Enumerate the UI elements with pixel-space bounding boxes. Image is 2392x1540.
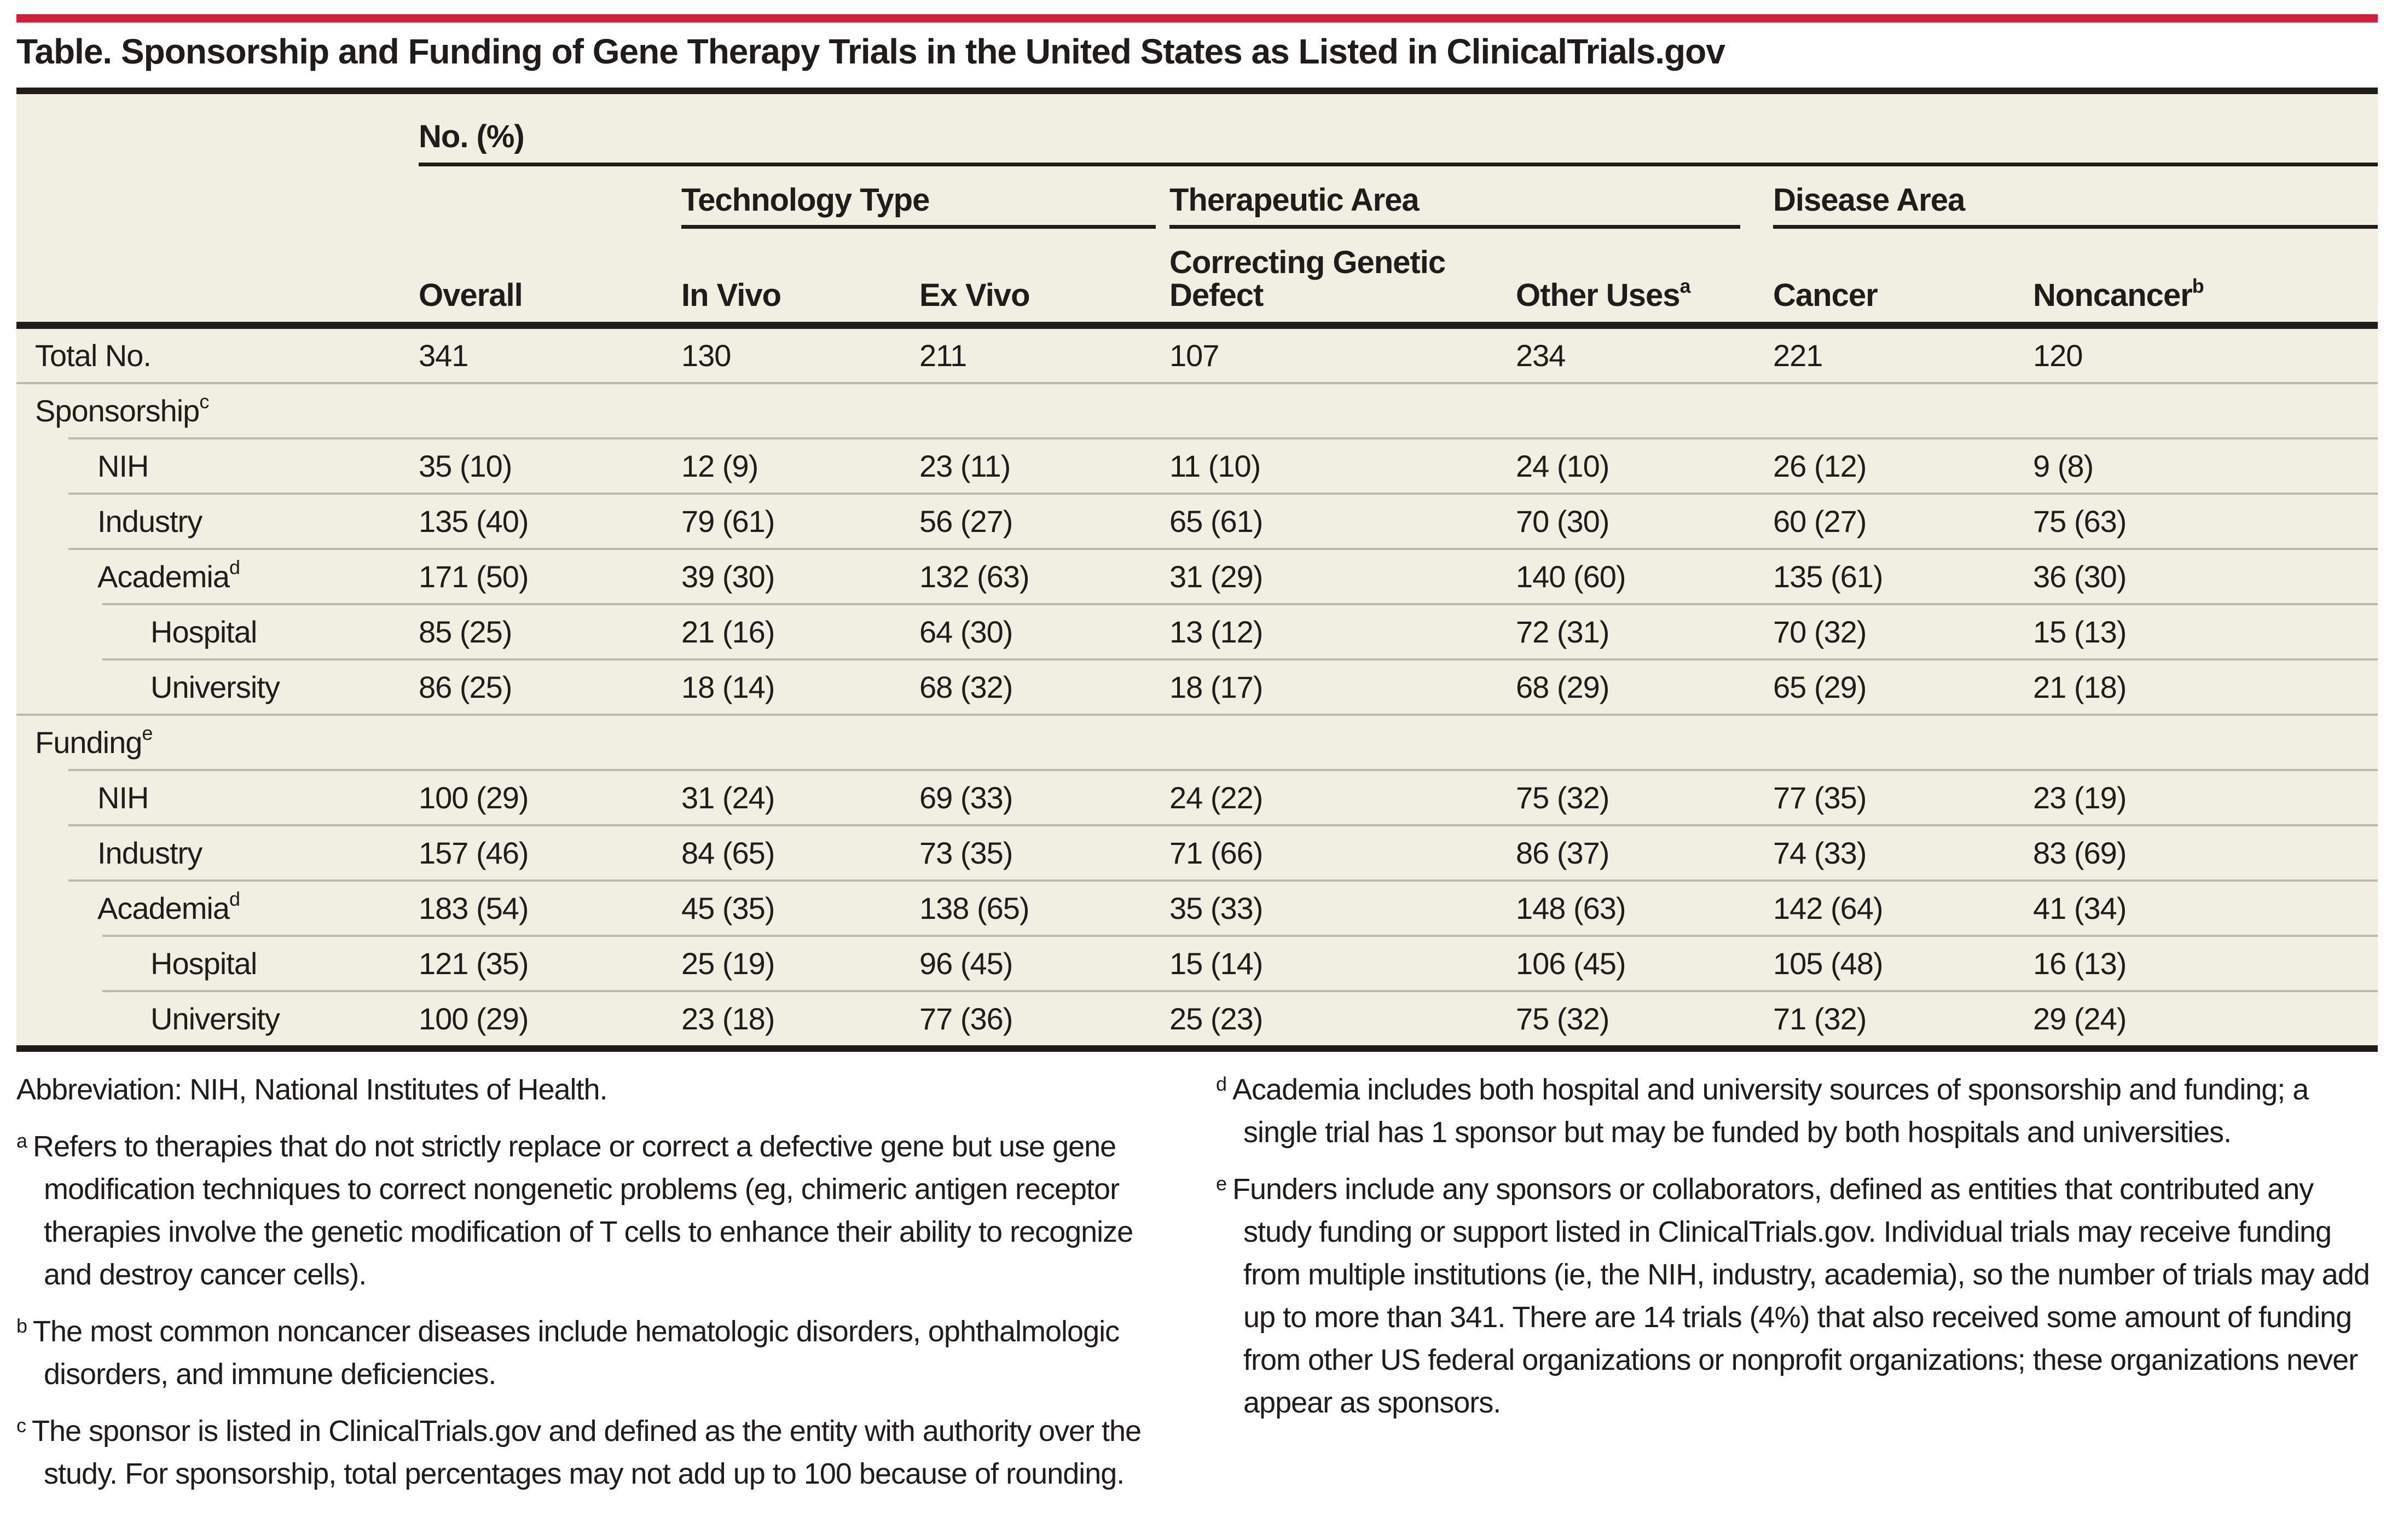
row-label-text: Sponsorship [35, 393, 200, 428]
table-cell: 77 (35) [1773, 780, 1867, 815]
footnotes-left-column [16, 1068, 1149, 1509]
table-cell: 183 (54) [419, 891, 529, 925]
table-cell: 35 (10) [419, 449, 512, 483]
table-cell: 171 (50) [419, 559, 529, 594]
table-cell: 16 (13) [2033, 946, 2127, 981]
table-cell: 45 (35) [681, 891, 775, 925]
row-label-text: Total No. [35, 338, 151, 373]
column-header-in-vivo [681, 279, 919, 312]
table-cell: 12 (9) [681, 449, 758, 483]
table-cell: 140 (60) [1516, 559, 1626, 594]
table-cell: 15 (13) [2033, 615, 2127, 649]
table-cell: 120 [2033, 338, 2083, 373]
data-table [16, 88, 2378, 1052]
row-label [16, 835, 419, 871]
footnote-marker: a [1679, 275, 1691, 297]
table-cell: 132 (63) [919, 559, 1029, 594]
table-cell: 138 (65) [919, 891, 1029, 925]
row-label-text: University [150, 1001, 280, 1036]
table-row-funding-nih [16, 771, 2378, 824]
abbreviation-note: Abbreviation: NIH, National Institutes of Health. [16, 1073, 607, 1106]
row-label-text: Industry [97, 504, 202, 539]
table-cell: 86 (25) [419, 670, 512, 704]
table-row-funding-academia [16, 882, 2378, 935]
footnote-marker: c [199, 390, 210, 413]
table-cell: 130 [681, 338, 731, 373]
table-cell: 96 (45) [919, 946, 1013, 981]
table-row-funding-industry [16, 826, 2378, 879]
footnote-marker: d [229, 556, 241, 578]
table-cell: 69 (33) [919, 780, 1013, 815]
footnotes-right-column [1216, 1068, 2378, 1438]
table-cell: 84 (65) [681, 836, 775, 870]
table-cell: 211 [919, 338, 967, 373]
column-header-label: Noncancer [2033, 277, 2192, 313]
footnote-e [1216, 1168, 2378, 1424]
group-header-therapeutic-area: Therapeutic Area [1169, 166, 1740, 229]
table-row-sponsorship-academia [16, 550, 2378, 603]
row-label [16, 614, 419, 650]
table-cell: 24 (22) [1169, 780, 1263, 815]
table-cell: 26 (12) [1773, 449, 1867, 483]
row-label-text: University [150, 670, 280, 704]
table-cell: 341 [419, 338, 468, 373]
table-cell: 64 (30) [919, 615, 1013, 649]
table-cell: 25 (23) [1169, 1001, 1263, 1036]
header-spacer [16, 94, 419, 166]
row-label [16, 946, 419, 981]
table-cell: 142 (64) [1773, 891, 1883, 925]
footnote-marker: a [16, 1130, 28, 1152]
table-cell: 135 (40) [419, 504, 529, 539]
section-label [16, 390, 419, 429]
table-cell: 83 (69) [2033, 836, 2127, 870]
row-label-text: Hospital [150, 615, 257, 649]
table-cell: 135 (61) [1773, 559, 1883, 594]
table-cell: 77 (36) [919, 1001, 1013, 1036]
header-spacer [419, 166, 681, 229]
table-cell: 157 (46) [419, 836, 529, 870]
row-label [16, 780, 419, 815]
table-cell: 221 [1773, 338, 1823, 373]
table-cell: 56 (27) [919, 504, 1013, 539]
table-cell: 23 (11) [919, 449, 1011, 483]
table-cell: 9 (8) [2033, 449, 2094, 483]
table-row-sponsorship-hospital [16, 605, 2378, 658]
header-column-row [16, 229, 2378, 322]
table-row-sponsorship-nih [16, 439, 2378, 493]
section-label [16, 722, 419, 760]
column-header-cancer [1773, 279, 2033, 312]
table-cell: 121 (35) [419, 946, 529, 981]
table-header [16, 94, 2378, 329]
section-row-funding [16, 716, 2378, 769]
row-label-text: Academia [97, 891, 230, 925]
footnote-text: The most common noncancer diseases include hematologic disorders, ophthalmologic disorders, and immune deficiencies. [33, 1315, 1120, 1391]
column-header-ex-vivo [919, 279, 1169, 312]
row-label-text: NIH [97, 449, 149, 483]
table-cell: 65 (61) [1169, 504, 1263, 539]
header-group-row [16, 166, 2378, 229]
table-cell: 71 (66) [1169, 836, 1263, 870]
table-row-funding-university [16, 992, 2378, 1045]
column-header-label: In Vivo [681, 277, 781, 313]
column-header-other-uses [1516, 275, 1773, 313]
column-header-label: Overall [419, 277, 523, 313]
table-row-sponsorship-university [16, 661, 2378, 714]
footnote-d [1216, 1068, 2378, 1154]
table-cell: 234 [1516, 338, 1566, 373]
table-cell: 25 (19) [681, 946, 775, 981]
table-cell: 65 (29) [1773, 670, 1867, 704]
table-cell: 74 (33) [1773, 836, 1867, 870]
journal-red-rule [16, 14, 2378, 22]
table-title: Table. Sponsorship and Funding of Gene Therapy Trials in the United States as Listed in ClinicalTrials.gov [16, 32, 1725, 71]
footnote-a [16, 1125, 1149, 1296]
row-label [16, 448, 419, 484]
footnote-marker: d [1216, 1073, 1227, 1095]
table-cell: 100 (29) [419, 1001, 529, 1036]
row-label [16, 890, 419, 926]
row-label [16, 556, 419, 594]
footnote-marker: e [1216, 1172, 1227, 1195]
table-cell: 86 (37) [1516, 836, 1609, 870]
table-cell: 11 (10) [1169, 449, 1261, 483]
table-cell: 75 (32) [1516, 780, 1609, 815]
table-cell: 21 (16) [681, 615, 775, 649]
table-cell: 70 (32) [1773, 615, 1867, 649]
column-header-label: Ex Vivo [919, 277, 1030, 313]
table-cell: 15 (14) [1169, 946, 1263, 981]
table-cell: 85 (25) [419, 615, 512, 649]
column-header-label: Correcting Genetic Defect [1169, 245, 1446, 313]
column-header-correcting-genetic-defect [1169, 246, 1516, 312]
unit-header: No. (%) [419, 94, 2378, 166]
table-cell: 41 (34) [2033, 891, 2127, 925]
row-label [16, 503, 419, 539]
header-spacer [16, 166, 419, 229]
row-label [16, 1001, 419, 1037]
footnote-marker: c [16, 1414, 26, 1437]
table-cell: 79 (61) [681, 504, 775, 539]
table-row-sponsorship-industry [16, 495, 2378, 548]
table-row-total [16, 329, 2378, 382]
table-cell: 100 (29) [419, 780, 529, 815]
group-header-disease-area: Disease Area [1773, 166, 2378, 229]
row-label-text: Funding [35, 725, 142, 760]
footnote-marker: b [16, 1315, 28, 1337]
column-header-overall [419, 279, 681, 312]
column-header-label: Cancer [1773, 277, 1878, 313]
column-header-label: Other Uses [1516, 277, 1680, 313]
footnote-text: Refers to therapies that do not strictly replace or correct a defective gene but use gene modification techniques to correct nongenetic problems (eg, chimeric antigen receptor therapies involve the genetic modification of T cells to enhance their ability to recognize and destroy cancer cells). [33, 1130, 1133, 1291]
footnote-text: Academia includes both hospital and university sources of sponsorship and funding; a single trial has 1 sponsor but may be funded by both hospitals and universities. [1232, 1073, 2309, 1149]
table-cell: 35 (33) [1169, 891, 1263, 925]
row-label [16, 669, 419, 705]
table-cell: 107 [1169, 338, 1219, 373]
table-cell: 31 (24) [681, 780, 775, 815]
table-cell: 36 (30) [2033, 559, 2127, 594]
footnote-marker: e [142, 722, 153, 744]
group-header-technology-type: Technology Type [681, 166, 1156, 229]
footnote-text: Funders include any sponsors or collaborators, defined as entities that contributed any study funding or support listed in ClinicalTrials.gov. Individual trials may receive funding from multiple institutions (ie, the NIH, industry, academia), so the number of trials may add up to more than 341. There are 14 trials (4%) that also received some amount of funding from other US federal organizations or nonprofit organizations; these organizations never appear as sponsors. [1232, 1173, 2370, 1419]
table-cell: 21 (18) [2033, 670, 2127, 704]
table-cell: 24 (10) [1516, 449, 1609, 483]
table-cell: 29 (24) [2033, 1001, 2127, 1036]
table-cell: 18 (14) [681, 670, 775, 704]
table-row-funding-hospital [16, 937, 2378, 990]
footnote-marker: d [229, 888, 241, 910]
table-cell: 70 (30) [1516, 504, 1609, 539]
table-cell: 106 (45) [1516, 946, 1626, 981]
section-row-sponsorship [16, 384, 2378, 437]
table-cell: 75 (63) [2033, 504, 2127, 539]
table-cell: 148 (63) [1516, 891, 1626, 925]
footnote-text: The sponsor is listed in ClinicalTrials.gov and defined as the entity with authority over the study. For sponsorship, total percentages may not add up to 100 because of rounding. [32, 1415, 1142, 1490]
column-header-noncancer [2033, 275, 2378, 313]
table-cell: 23 (19) [2033, 780, 2127, 815]
table-cell: 73 (35) [919, 836, 1013, 870]
table-cell: 18 (17) [1169, 670, 1263, 704]
table-cell: 75 (32) [1516, 1001, 1609, 1036]
table-cell: 60 (27) [1773, 504, 1867, 539]
table-cell: 13 (12) [1169, 615, 1263, 649]
row-label-text: Academia [97, 559, 230, 594]
table-cell: 31 (29) [1169, 559, 1263, 594]
table-cell: 72 (31) [1516, 615, 1609, 649]
row-label-text: Hospital [150, 946, 257, 981]
footnote-marker: b [2192, 275, 2204, 297]
row-label-text: NIH [97, 780, 149, 815]
table-cell: 105 (48) [1773, 946, 1883, 981]
row-label [16, 338, 419, 373]
footnote-b [16, 1310, 1149, 1396]
header-unit-row [16, 94, 2378, 166]
footnote-c [16, 1410, 1149, 1495]
table-cell: 68 (29) [1516, 670, 1609, 704]
row-label-text: Industry [97, 836, 202, 870]
table-cell: 39 (30) [681, 559, 775, 594]
table-cell: 71 (32) [1773, 1001, 1867, 1036]
table-cell: 68 (32) [919, 670, 1013, 704]
table-cell: 23 (18) [681, 1001, 775, 1036]
